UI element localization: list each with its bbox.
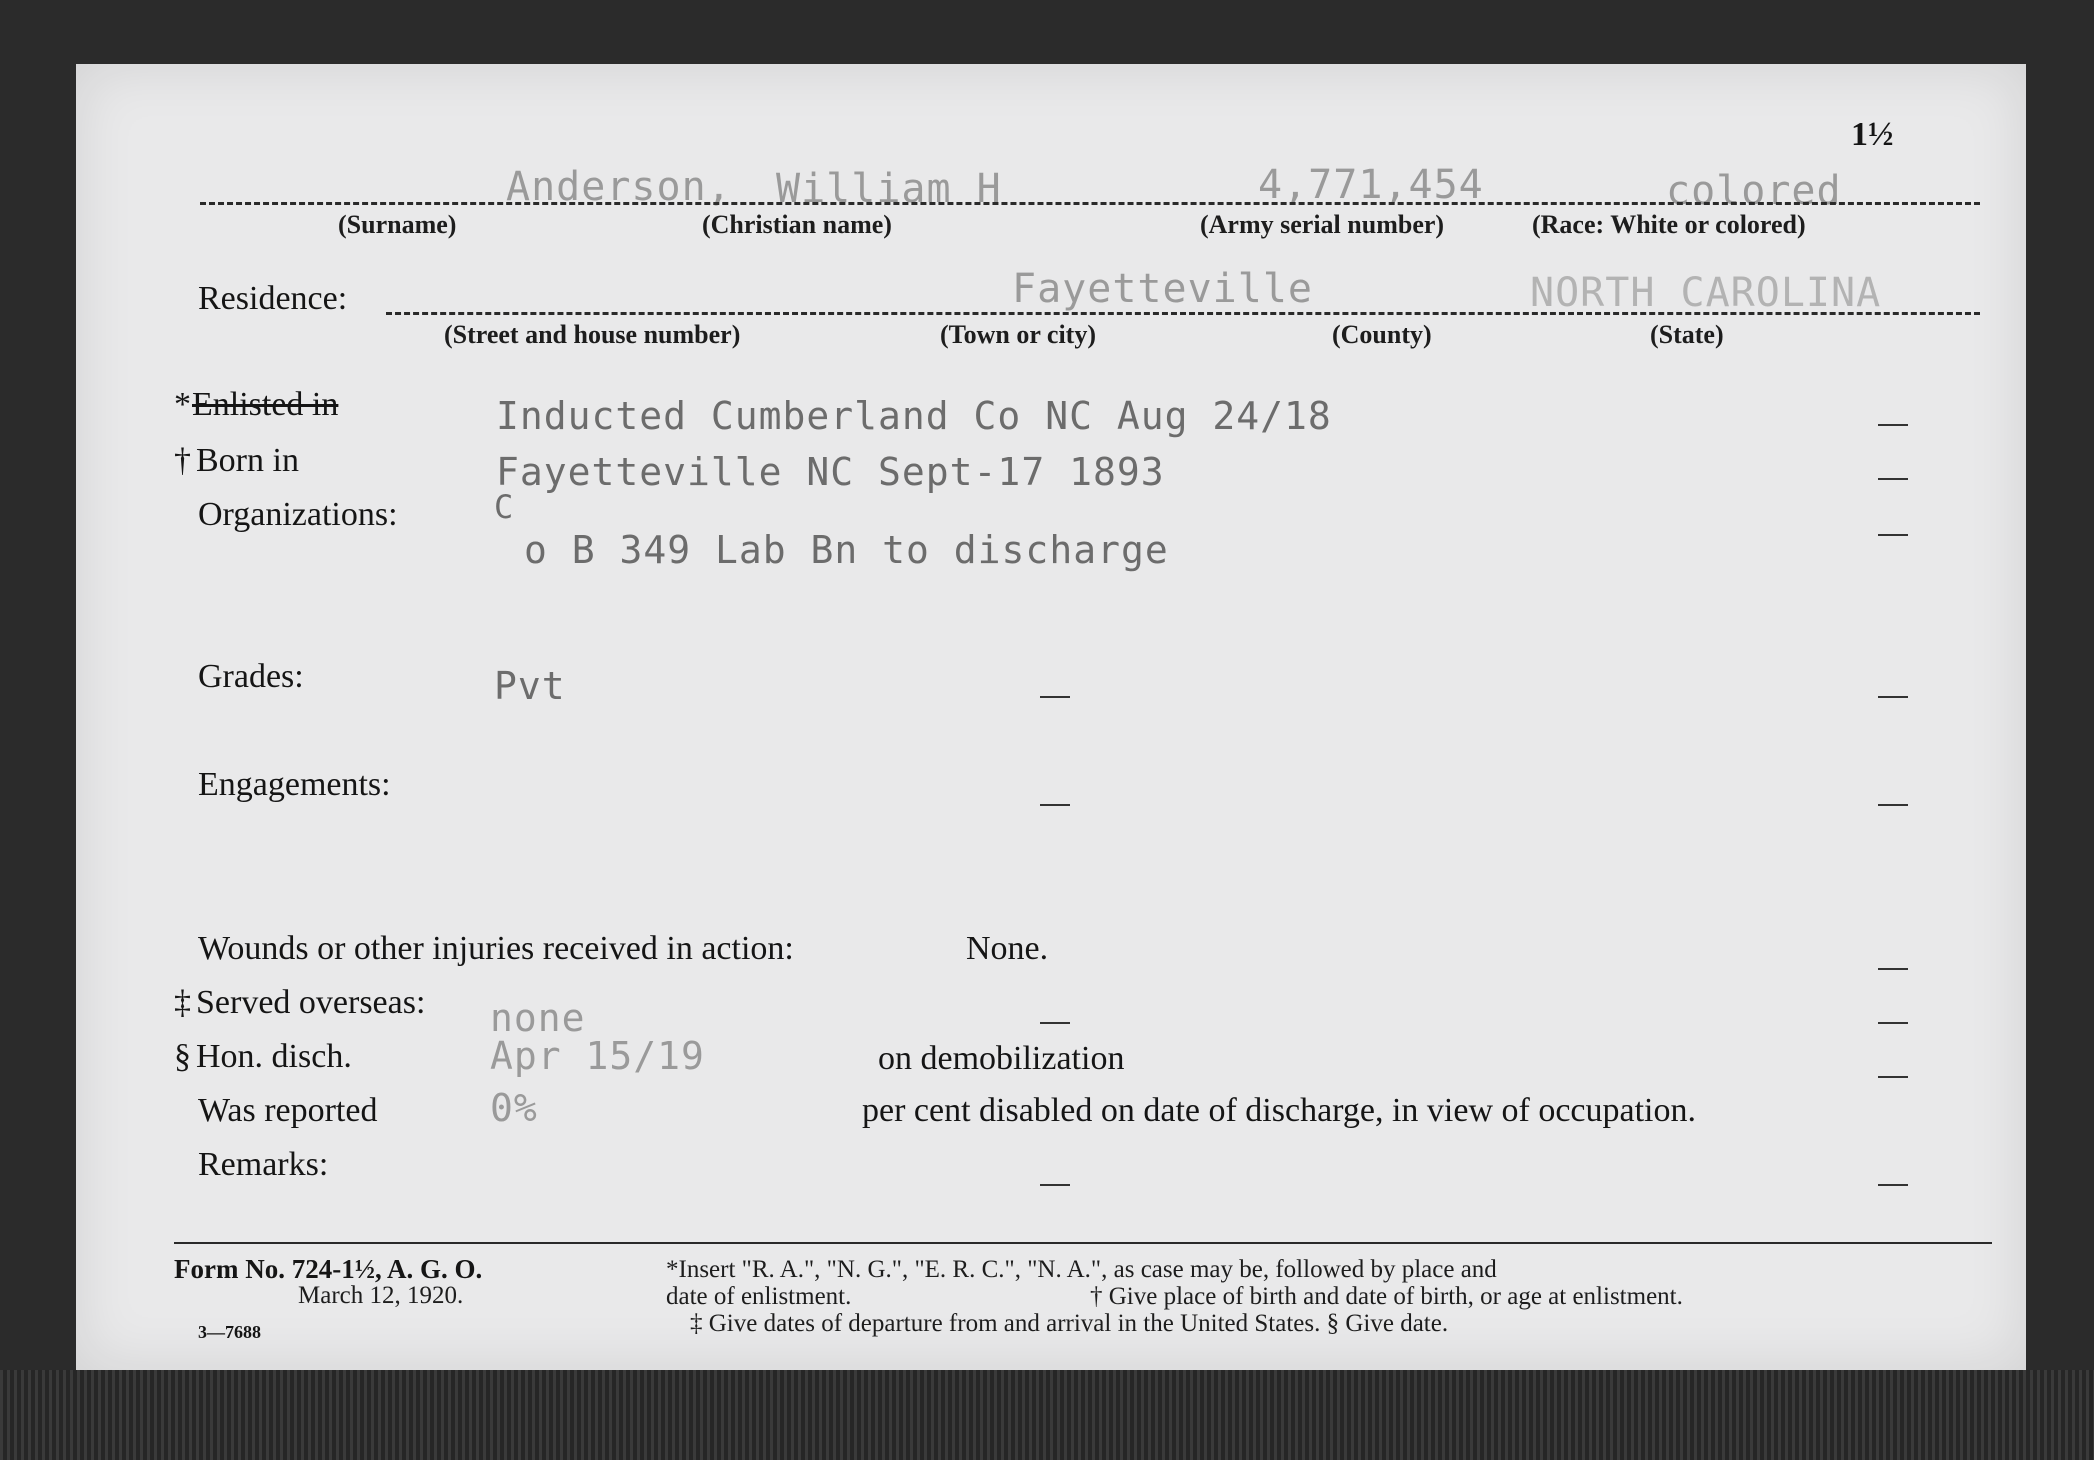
row-end-dash xyxy=(1878,1022,1908,1024)
footnote-insert: *Insert "R. A.", "N. G.", "E. R. C.", "N. A.", as case may be, followed by place and xyxy=(666,1256,1497,1283)
mid-dash xyxy=(1040,1184,1070,1186)
reported-value: 0% xyxy=(490,1086,538,1130)
discharge-marker: § xyxy=(174,1038,191,1075)
residence-line xyxy=(386,312,1980,315)
town-value: Fayetteville xyxy=(1012,266,1313,312)
row-end-dash xyxy=(1878,478,1908,480)
wounds-label: Wounds or other injuries received in action: xyxy=(198,930,794,967)
organizations-value-line1: C xyxy=(494,488,515,526)
footnote-enlistment-date: date of enlistment. xyxy=(666,1283,852,1310)
street-caption: (Street and house number) xyxy=(444,320,741,349)
county-caption: (County) xyxy=(1332,320,1432,349)
discharge-value: Apr 15/19 xyxy=(490,1034,705,1078)
organizations-label: Organizations: xyxy=(198,496,398,533)
service-record-card xyxy=(76,64,2026,1370)
row-end-dash xyxy=(1878,696,1908,698)
christian-name-caption: (Christian name) xyxy=(702,210,892,239)
footer-rule xyxy=(174,1242,1992,1244)
serial-number-value: 4,771,454 xyxy=(1258,162,1484,208)
wounds-value: None. xyxy=(966,930,1049,967)
grades-value: Pvt xyxy=(494,664,566,708)
form-number: Form No. 724-1½, A. G. O. xyxy=(174,1254,483,1284)
mid-dash xyxy=(1040,804,1070,806)
enlisted-value: Inducted Cumberland Co NC Aug 24/18 xyxy=(496,394,1332,438)
born-value: Fayetteville NC Sept-17 1893 xyxy=(496,450,1165,494)
enlisted-label: Enlisted in xyxy=(192,386,339,423)
grades-label: Grades: xyxy=(198,658,304,695)
race-caption: (Race: White or colored) xyxy=(1532,210,1806,239)
row-end-dash xyxy=(1878,804,1908,806)
form-date: March 12, 1920. xyxy=(298,1282,464,1309)
reported-suffix: per cent disabled on date of discharge, in view of occupation. xyxy=(862,1092,1696,1129)
row-end-dash xyxy=(1878,1076,1908,1078)
print-code: 3—7688 xyxy=(198,1322,261,1342)
enlisted-marker: * xyxy=(174,386,191,423)
reported-label: Was reported xyxy=(198,1092,378,1129)
row-end-dash xyxy=(1878,424,1908,426)
overseas-marker: ‡ xyxy=(174,984,191,1021)
race-value: colored xyxy=(1666,168,1842,214)
card-number: 1½ xyxy=(1851,116,1894,153)
surname-value: Anderson, xyxy=(506,164,732,210)
row-end-dash xyxy=(1878,968,1908,970)
mid-dash xyxy=(1040,1022,1070,1024)
state-value: NORTH CAROLINA xyxy=(1530,270,1882,316)
christian-name-value: William H xyxy=(776,166,1002,212)
scanner-background xyxy=(0,1370,2094,1460)
name-line xyxy=(200,202,1980,205)
state-caption: (State) xyxy=(1650,320,1724,349)
footnote-overseas-dates: ‡ Give dates of departure from and arrival in the United States. § Give date. xyxy=(690,1310,1449,1337)
row-end-dash xyxy=(1878,534,1908,536)
residence-label: Residence: xyxy=(198,280,348,317)
discharge-suffix: on demobilization xyxy=(878,1040,1125,1077)
overseas-value: none xyxy=(490,996,586,1040)
row-end-dash xyxy=(1878,1184,1908,1186)
mid-dash xyxy=(1040,696,1070,698)
footnote-birth: † Give place of birth and date of birth, or age at enlistment. xyxy=(1090,1283,1683,1310)
town-caption: (Town or city) xyxy=(940,320,1096,349)
engagements-label: Engagements: xyxy=(198,766,391,803)
serial-caption: (Army serial number) xyxy=(1200,210,1445,239)
born-marker: † xyxy=(174,442,191,479)
discharge-label: Hon. disch. xyxy=(196,1038,352,1075)
overseas-label: Served overseas: xyxy=(196,984,426,1021)
organizations-value-line2: o B 349 Lab Bn to discharge xyxy=(524,528,1169,572)
born-label: Born in xyxy=(196,442,299,479)
remarks-label: Remarks: xyxy=(198,1146,329,1183)
surname-caption: (Surname) xyxy=(338,210,457,239)
